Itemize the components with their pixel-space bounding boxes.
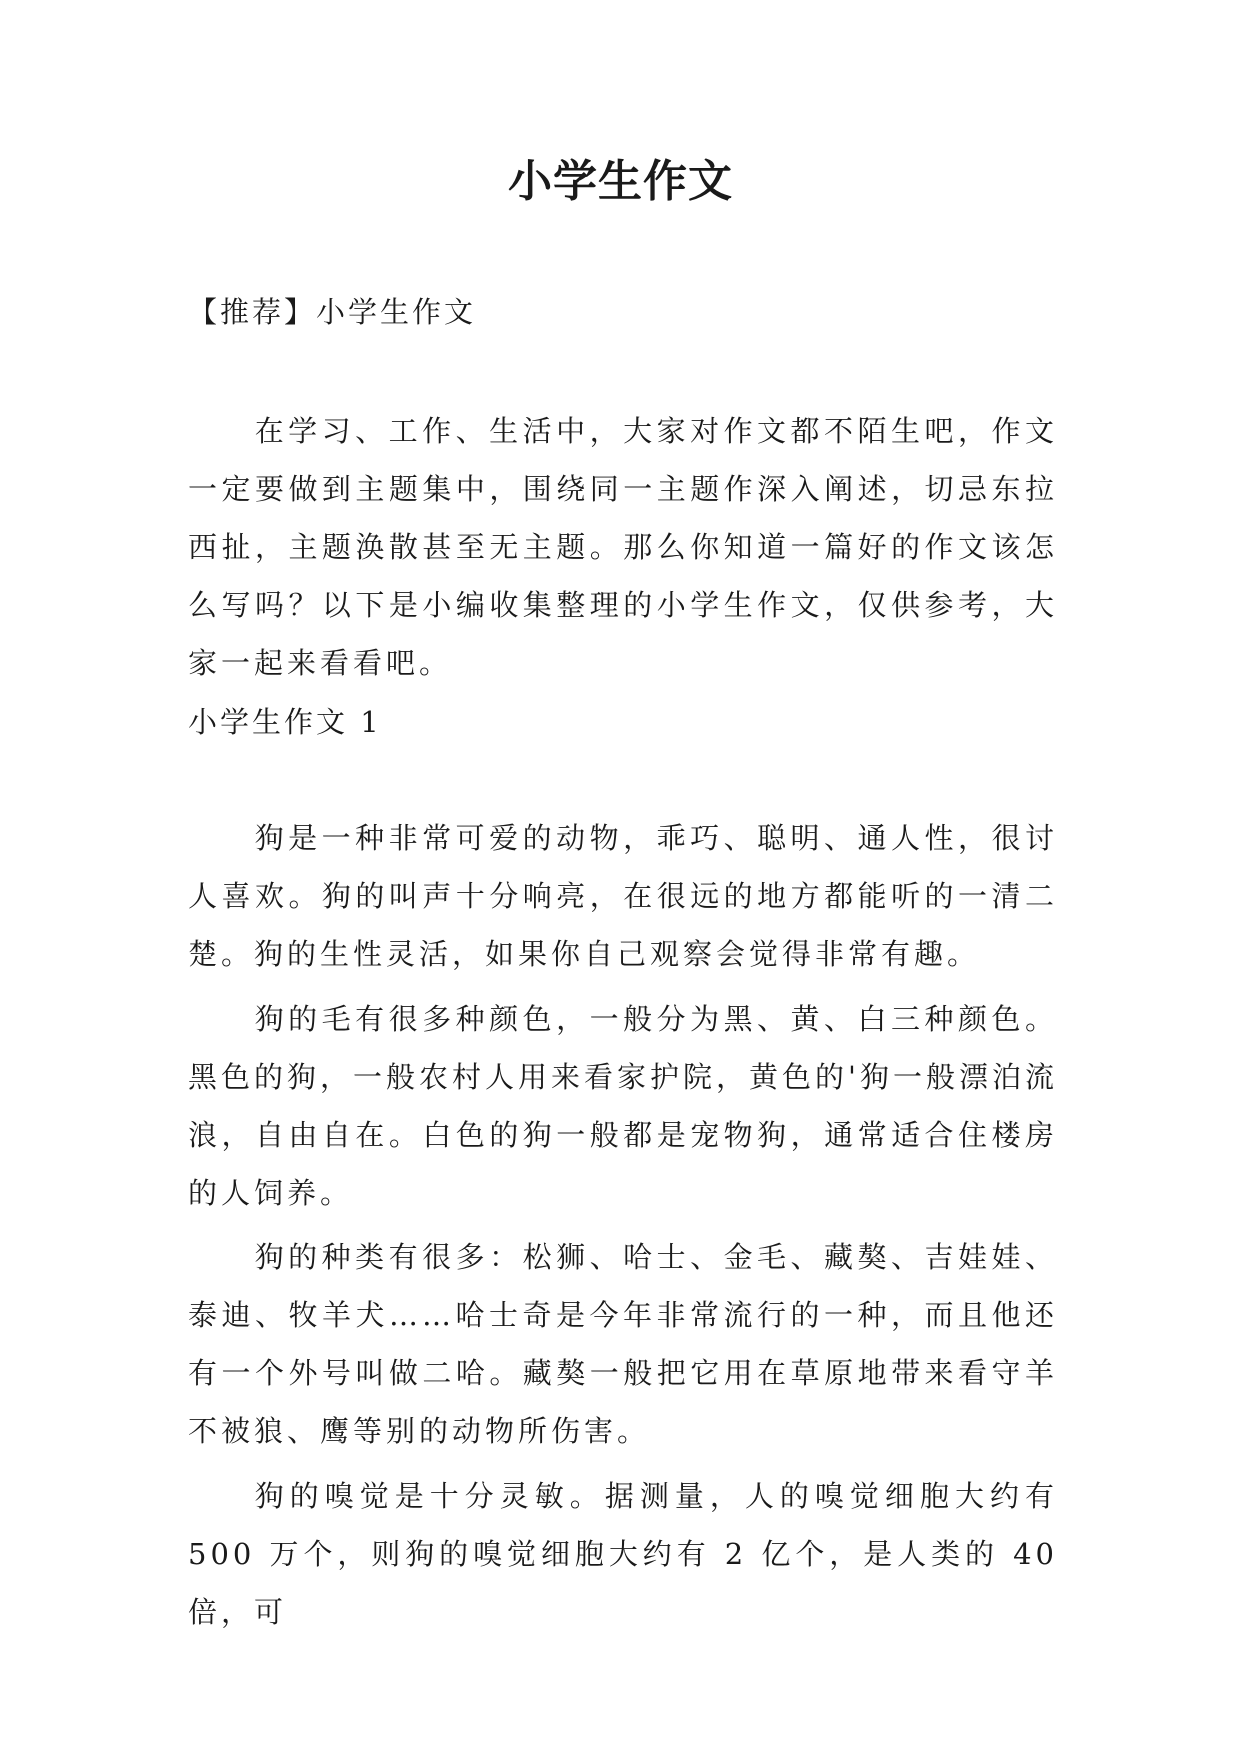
- body-paragraph: 狗的种类有很多：松狮、哈士、金毛、藏獒、吉娃娃、泰迪、牧羊犬……哈士奇是今年非常流行的一种，而且他还有一个外号叫做二哈。藏獒一般把它用在草原地带来看守羊不被狼、鹰等别的动物所伤害。: [188, 1240, 1058, 1448]
- intro-paragraph: 在学习、工作、生活中，大家对作文都不陌生吧，作文一定要做到主题集中，围绕同一主题作深入阐述，切忌东拉西扯，主题涣散甚至无主题。那么你知道一篇好的作文该怎么写吗？以下是小编收集整理的小学生作文，仅供参考，大家一起来看看吧。: [188, 414, 1058, 680]
- body-paragraph: 狗的嗅觉是十分灵敏。据测量，人的嗅觉细胞大约有 500 万个，则狗的嗅觉细胞大约有 2 亿个，是人类的 40 倍，可: [188, 1479, 1058, 1629]
- section-heading: 小学生作文 1: [188, 705, 382, 739]
- body-paragraph: 狗的毛有很多种颜色，一般分为黑、黄、白三种颜色。黑色的狗，一般农村人用来看家护院，黄色的'狗一般漂泊流浪，自由自在。白色的狗一般都是宠物狗，通常适合住楼房的人饲养。: [188, 1002, 1058, 1210]
- document-subtitle: 【推荐】小学生作文: [188, 295, 477, 329]
- body-paragraph: 狗是一种非常可爱的动物，乖巧、聪明、通人性，很讨人喜欢。狗的叫声十分响亮，在很远的地方都能听的一清二楚。狗的生性灵活，如果你自己观察会觉得非常有趣。: [188, 821, 1058, 971]
- document-title: 小学生作文: [508, 156, 733, 207]
